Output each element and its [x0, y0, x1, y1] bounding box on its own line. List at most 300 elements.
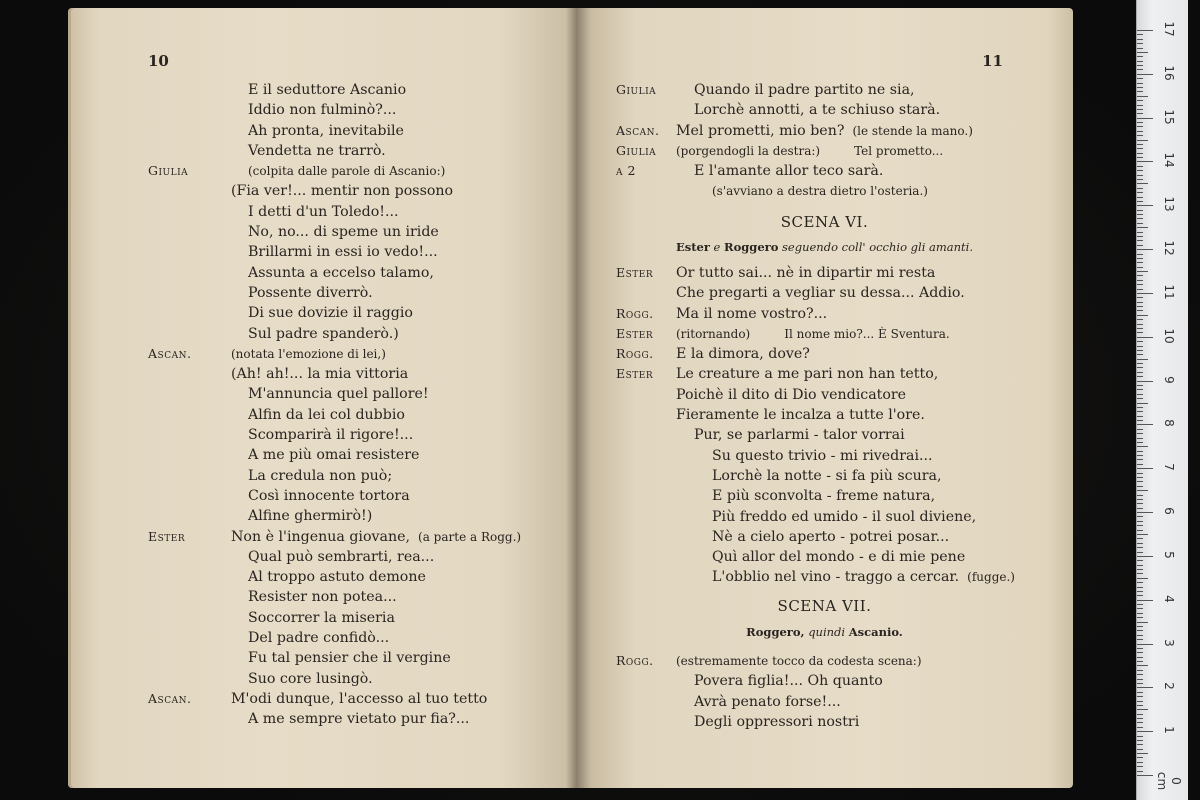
ruler-minor-tick	[1137, 538, 1143, 539]
ruler-minor-tick	[1137, 407, 1143, 408]
ruler-minor-tick	[1137, 740, 1143, 741]
ruler-major-tick	[1137, 468, 1153, 469]
ruler-minor-tick	[1137, 52, 1148, 53]
ruler-major-tick	[1137, 30, 1153, 31]
ruler-minor-tick	[1137, 372, 1143, 373]
ruler-minor-tick	[1137, 416, 1143, 417]
ruler-minor-tick	[1137, 696, 1143, 697]
verse-text: Il nome mio?... È Sventura.	[784, 326, 950, 341]
verse-text: Su questo trivio - mi rivedrai...	[712, 447, 933, 464]
text-line	[68, 689, 576, 709]
ruler-minor-tick	[1137, 757, 1143, 758]
verse-text: E più sconvolta - freme natura,	[712, 488, 936, 505]
ruler-minor-tick	[1137, 100, 1143, 101]
ruler-major-tick	[1137, 337, 1153, 338]
ruler-minor-tick	[1137, 210, 1143, 211]
text-line	[68, 364, 576, 384]
ruler-major-tick	[1137, 556, 1153, 557]
measurement-ruler	[1136, 0, 1188, 800]
speaker-name: Ascan.	[148, 345, 192, 361]
ruler-minor-tick	[1137, 280, 1143, 281]
ruler-minor-tick	[1137, 495, 1143, 496]
text-line	[576, 446, 1073, 466]
ruler-minor-tick	[1137, 48, 1143, 49]
ruler-minor-tick	[1137, 630, 1143, 631]
verse-text: Più freddo ed umido - il suol diviene,	[712, 508, 977, 525]
speaker-name: Ester	[616, 325, 654, 341]
ruler-number: 0 cm	[1155, 771, 1183, 791]
text-line	[576, 121, 1073, 141]
ruler-number: 14	[1162, 152, 1176, 169]
ruler-minor-tick	[1137, 140, 1148, 141]
ruler-minor-tick	[1137, 591, 1143, 592]
ruler-minor-tick	[1137, 306, 1143, 307]
ruler-minor-tick	[1137, 652, 1143, 653]
ruler-minor-tick	[1137, 254, 1143, 255]
ruler-minor-tick	[1137, 442, 1143, 443]
verse-text: (Ah! ah!... la mia vittoria	[231, 366, 409, 383]
ruler-minor-tick	[1137, 389, 1143, 390]
ruler-minor-tick	[1137, 455, 1143, 456]
text-line	[68, 608, 576, 628]
left-page-number: 10	[148, 52, 169, 70]
text-line	[576, 344, 1073, 364]
verse-text: Poichè il dito di Dio vendicatore	[676, 386, 907, 403]
ruler-number: 17	[1162, 21, 1176, 37]
ruler-number: 1	[1162, 726, 1176, 734]
text-line	[68, 587, 576, 607]
text-line	[68, 202, 576, 222]
verse-text: Assunta a eccelso talamo,	[248, 264, 434, 281]
ruler-major-tick	[1137, 644, 1153, 645]
ruler-minor-tick	[1137, 674, 1143, 675]
scene-6-sub-roggero: Roggero	[724, 240, 779, 254]
ruler-minor-tick	[1137, 188, 1143, 189]
ruler-minor-tick	[1137, 69, 1143, 70]
scene-6-sub-ester: Ester	[675, 240, 710, 254]
verse-text: I detti d'un Toledo!...	[248, 203, 399, 220]
scene-6-title: SCENA VI.	[780, 213, 869, 231]
ruler-minor-tick	[1137, 516, 1143, 517]
text-line	[576, 507, 1073, 527]
verse-text: Lorchè la notte - si fa più scura,	[712, 467, 942, 484]
speaker-name: Ascan.	[616, 122, 660, 138]
ruler-minor-tick	[1137, 394, 1143, 395]
verse-text: L'obblio nel vino - traggo a cercar. (fugge.)	[712, 569, 1015, 586]
text-line	[68, 506, 576, 526]
scene-6-sub-and: e	[713, 240, 721, 254]
text-line	[68, 303, 576, 323]
ruler-number: 3	[1162, 638, 1176, 647]
verse-text: (Fia ver!... mentir non possono	[231, 183, 454, 200]
verse-text: M'annuncia quel pallore!	[248, 386, 429, 403]
ruler-minor-tick	[1137, 635, 1143, 636]
ruler-minor-tick	[1137, 144, 1143, 145]
text-line	[576, 547, 1073, 567]
stage-direction: (porgendogli la destra:) Tel prometto...	[676, 143, 944, 158]
text-line	[68, 709, 576, 729]
ruler-minor-tick	[1137, 547, 1143, 548]
text-line	[576, 80, 1073, 100]
ruler-minor-tick	[1137, 573, 1143, 574]
ruler-minor-tick	[1137, 617, 1143, 618]
ruler-minor-tick	[1137, 608, 1143, 609]
ruler-minor-tick	[1137, 736, 1143, 737]
ruler-minor-tick	[1137, 197, 1143, 198]
verse-text: Possente diverrò.	[248, 284, 373, 301]
ruler-minor-tick	[1137, 262, 1143, 263]
ruler-minor-tick	[1137, 113, 1143, 114]
ruler-major-tick	[1137, 775, 1153, 776]
ruler-minor-tick	[1137, 346, 1143, 347]
ruler-minor-tick	[1137, 438, 1143, 439]
ruler-minor-tick	[1137, 135, 1143, 136]
verse-text: Ma il nome vostro?...	[676, 305, 828, 322]
text-line	[68, 445, 576, 465]
text-line	[68, 263, 576, 283]
text-line	[576, 486, 1073, 506]
ruler-minor-tick	[1137, 78, 1143, 79]
ruler-minor-tick	[1137, 595, 1143, 596]
ruler-minor-tick	[1137, 148, 1143, 149]
verse-text: Fu tal pensier che il vergine	[248, 650, 451, 667]
speaker-name: Ester	[148, 528, 186, 544]
ruler-minor-tick	[1137, 473, 1143, 474]
text-line	[576, 161, 1073, 181]
text-line	[68, 181, 576, 201]
text-line	[68, 405, 576, 425]
ruler-minor-tick	[1137, 503, 1143, 504]
text-line	[68, 161, 576, 181]
left-page-text	[68, 80, 576, 730]
text-line	[68, 121, 576, 141]
ruler-minor-tick	[1137, 657, 1143, 658]
text-line	[68, 283, 576, 303]
ruler-minor-tick	[1137, 39, 1143, 40]
scene-7-sub-then: quindi	[808, 625, 846, 639]
ruler-minor-tick	[1137, 354, 1143, 355]
ruler-minor-tick	[1137, 359, 1148, 360]
text-line	[68, 527, 576, 547]
verse-text: Ah pronta, inevitabile	[248, 122, 404, 139]
stage-direction: (ritornando) Il nome mio?... È Sventura.	[676, 326, 950, 341]
stage-direction: (notata l'emozione di lei,)	[231, 346, 386, 361]
stage-direction: (le stende la mano.)	[852, 123, 973, 138]
ruler-minor-tick	[1137, 709, 1148, 710]
ruler-minor-tick	[1137, 91, 1143, 92]
text-line	[576, 567, 1073, 587]
ruler-minor-tick	[1137, 289, 1143, 290]
ruler-minor-tick	[1137, 481, 1143, 482]
verse-text: Non è l'ingenua giovane, (a parte a Rogg.)	[231, 528, 522, 545]
text-line	[576, 385, 1073, 405]
verse-text: E il seduttore Ascanio	[248, 82, 407, 98]
ruler-minor-tick	[1137, 499, 1143, 500]
ruler-minor-tick	[1137, 201, 1143, 202]
ruler-minor-tick	[1137, 587, 1143, 588]
ruler-minor-tick	[1137, 705, 1143, 706]
text-line	[68, 547, 576, 567]
scene-7-sub-roggero: Roggero,	[746, 625, 805, 639]
text-line	[576, 283, 1073, 303]
verse-text: Che pregarti a vegliar su dessa... Addio.	[676, 285, 965, 302]
ruler-minor-tick	[1137, 385, 1143, 386]
speaker-name: Rogg.	[616, 653, 654, 668]
verse-text: Mel prometti, mio ben? (le stende la mano.)	[676, 122, 973, 139]
ruler-minor-tick	[1137, 534, 1148, 535]
verse-text: No, no... di speme un iride	[248, 224, 439, 241]
ruler-minor-tick	[1137, 218, 1143, 219]
verse-text: Di sue dovizie il raggio	[248, 305, 413, 322]
scene-6-subtitle	[576, 240, 1073, 254]
ruler-minor-tick	[1137, 87, 1143, 88]
ruler-minor-tick	[1137, 771, 1143, 772]
ruler-minor-tick	[1137, 420, 1143, 421]
text-line	[68, 486, 576, 506]
ruler-major-tick	[1137, 74, 1153, 75]
right-page-top-text	[576, 80, 1073, 202]
ruler-minor-tick	[1137, 411, 1143, 412]
text-line	[576, 425, 1073, 445]
ruler-major-tick	[1137, 687, 1153, 688]
ruler-number: 7	[1162, 463, 1176, 472]
ruler-major-tick	[1137, 161, 1153, 162]
verse-text: Iddio non fulminò?...	[248, 102, 397, 119]
ruler-minor-tick	[1137, 722, 1143, 723]
ruler-minor-tick	[1137, 569, 1143, 570]
ruler-minor-tick	[1137, 122, 1143, 123]
ruler-minor-tick	[1137, 604, 1143, 605]
ruler-minor-tick	[1137, 718, 1143, 719]
ruler-minor-tick	[1137, 332, 1143, 333]
ruler-number: 8	[1162, 419, 1176, 428]
verse-text: Avrà penato forse!...	[694, 693, 841, 710]
stage-direction: (s'avviano a destra dietro l'osteria.)	[712, 184, 928, 199]
ruler-minor-tick	[1137, 65, 1143, 66]
speaker-name: a 2	[616, 163, 636, 179]
verse-text: Soccorrer la miseria	[248, 609, 395, 626]
ruler-minor-tick	[1137, 245, 1143, 246]
ruler-minor-tick	[1137, 96, 1148, 97]
ruler-minor-tick	[1137, 744, 1143, 745]
ruler-minor-tick	[1137, 665, 1148, 666]
ruler-minor-tick	[1137, 328, 1143, 329]
ruler-minor-tick	[1137, 34, 1143, 35]
ruler-minor-tick	[1137, 341, 1143, 342]
ruler-minor-tick	[1137, 157, 1143, 158]
ruler-major-tick	[1137, 424, 1153, 425]
ruler-minor-tick	[1137, 521, 1143, 522]
text-line	[68, 141, 576, 161]
verse-text: Le creature a me pari non han tetto,	[676, 366, 939, 383]
ruler-minor-tick	[1137, 284, 1143, 285]
ruler-minor-tick	[1137, 692, 1143, 693]
ruler-minor-tick	[1137, 236, 1143, 237]
text-line	[68, 100, 576, 120]
ruler-minor-tick	[1137, 363, 1143, 364]
ruler-minor-tick	[1137, 227, 1148, 228]
stage-direction: (fugge.)	[967, 570, 1015, 585]
ruler-number: 10	[1162, 328, 1176, 344]
verse-text: Brillarmi in essi io vedo!...	[248, 244, 438, 261]
verse-text: Qual può sembrarti, rea...	[248, 548, 435, 565]
stage-direction: (estremamente tocco da codesta scena:)	[676, 654, 922, 668]
verse-text: Lorchè annotti, a te schiuso starà.	[694, 102, 941, 119]
speaker-name: Ascan.	[148, 690, 192, 706]
text-line	[576, 671, 1073, 691]
ruler-minor-tick	[1137, 508, 1143, 509]
verse-text: E la dimora, dove?	[676, 346, 810, 363]
ruler-number: 6	[1162, 507, 1176, 515]
scene-7-sub-ascanio: Ascanio.	[848, 625, 903, 639]
verse-text: Sul padre spanderò.)	[248, 325, 399, 342]
ruler-minor-tick	[1137, 403, 1148, 404]
speaker-name: Rogg.	[616, 346, 654, 362]
text-line	[576, 181, 1073, 201]
ruler-minor-tick	[1137, 486, 1143, 487]
right-page-number: 11	[982, 52, 1003, 70]
ruler-minor-tick	[1137, 214, 1143, 215]
ruler-minor-tick	[1137, 83, 1143, 84]
text-line	[576, 364, 1073, 384]
ruler-minor-tick	[1137, 429, 1143, 430]
ruler-minor-tick	[1137, 175, 1143, 176]
ruler-minor-tick	[1137, 267, 1143, 268]
ruler-minor-tick	[1137, 109, 1143, 110]
ruler-minor-tick	[1137, 271, 1148, 272]
speaker-name: Ester	[616, 366, 654, 382]
ruler-minor-tick	[1137, 398, 1143, 399]
ruler-minor-tick	[1137, 762, 1143, 763]
verse-text: Pur, se parlarmi - talor vorrai	[694, 427, 905, 444]
verse-text: Quando il padre partito ne sia,	[694, 82, 915, 98]
ruler-minor-tick	[1137, 530, 1143, 531]
ruler-minor-tick	[1137, 302, 1143, 303]
ruler-major-tick	[1137, 249, 1153, 250]
ruler-minor-tick	[1137, 315, 1148, 316]
scene-7-subtitle	[576, 625, 1073, 639]
ruler-minor-tick	[1137, 367, 1143, 368]
verse-text: Tel prometto...	[854, 143, 944, 158]
ruler-number: 2	[1162, 682, 1176, 691]
ruler-number: 5	[1162, 551, 1176, 559]
ruler-number: 16	[1162, 65, 1176, 81]
ruler-minor-tick	[1137, 319, 1143, 320]
speaker-name: Ester	[616, 265, 654, 280]
speaker-name: Giulia	[616, 82, 657, 97]
ruler-number: 9	[1162, 375, 1176, 384]
ruler-minor-tick	[1137, 232, 1143, 233]
ruler-minor-tick	[1137, 56, 1143, 57]
ruler-minor-tick	[1137, 43, 1143, 44]
scene-7-text	[576, 651, 1073, 732]
ruler-minor-tick	[1137, 126, 1143, 127]
text-line	[68, 567, 576, 587]
ruler-minor-tick	[1137, 459, 1143, 460]
ruler-minor-tick	[1137, 183, 1148, 184]
verse-text: Fieramente le incalza a tutte l'ore.	[676, 407, 925, 424]
ruler-minor-tick	[1137, 670, 1143, 671]
verse-text: Suo core lusingò.	[248, 670, 373, 687]
ruler-minor-tick	[1137, 433, 1143, 434]
ruler-minor-tick	[1137, 565, 1143, 566]
ruler-minor-tick	[1137, 166, 1143, 167]
text-line	[576, 324, 1073, 344]
ruler-major-tick	[1137, 118, 1153, 119]
verse-text: M'odi dunque, l'accesso al tuo tetto	[231, 690, 488, 707]
ruler-number: 13	[1162, 196, 1176, 212]
verse-text: A me più omai resistere	[248, 447, 420, 464]
ruler-number: 15	[1162, 109, 1176, 125]
ruler-minor-tick	[1137, 753, 1148, 754]
ruler-minor-tick	[1137, 679, 1143, 680]
verse-text: Al troppo astuto demone	[248, 569, 426, 586]
text-line	[576, 651, 1073, 671]
text-line	[576, 527, 1073, 547]
text-line	[576, 712, 1073, 732]
verse-text: Or tutto sai... nè in dipartir mi resta	[676, 265, 936, 281]
open-book	[68, 8, 1073, 788]
ruler-number: 12	[1162, 240, 1176, 256]
ruler-minor-tick	[1137, 179, 1143, 180]
ruler-minor-tick	[1137, 258, 1143, 259]
ruler-minor-tick	[1137, 622, 1148, 623]
ruler-minor-tick	[1137, 105, 1143, 106]
speaker-name: Rogg.	[616, 305, 654, 321]
ruler-minor-tick	[1137, 749, 1143, 750]
right-page	[576, 8, 1073, 788]
ruler-minor-tick	[1137, 683, 1143, 684]
ruler-minor-tick	[1137, 350, 1143, 351]
ruler-major-tick	[1137, 293, 1153, 294]
verse-text: Alfin da lei col dubbio	[248, 406, 405, 423]
verse-text: Degli oppressori nostri	[694, 713, 860, 730]
ruler-minor-tick	[1137, 552, 1143, 553]
text-line	[576, 304, 1073, 324]
ruler-minor-tick	[1137, 275, 1143, 276]
ruler-major-tick	[1137, 512, 1153, 513]
ruler-minor-tick	[1137, 223, 1143, 224]
text-line	[68, 648, 576, 668]
text-line	[68, 242, 576, 262]
text-line	[576, 692, 1073, 712]
text-line	[68, 425, 576, 445]
scene-6-sub-rest: seguendo coll' occhio gli amanti.	[782, 240, 974, 254]
ruler-minor-tick	[1137, 626, 1143, 627]
ruler-number: 4	[1162, 594, 1176, 603]
ruler-minor-tick	[1137, 560, 1143, 561]
text-line	[68, 384, 576, 404]
ruler-minor-tick	[1137, 153, 1143, 154]
ruler-minor-tick	[1137, 490, 1148, 491]
ruler-minor-tick	[1137, 578, 1148, 579]
ruler-minor-tick	[1137, 131, 1143, 132]
text-line	[576, 141, 1073, 161]
text-line	[68, 80, 576, 100]
ruler-minor-tick	[1137, 324, 1143, 325]
ruler-minor-tick	[1137, 240, 1143, 241]
scene-7-title: SCENA VII.	[777, 597, 872, 615]
verse-text: Povera figlia!... Oh quanto	[694, 673, 883, 690]
ruler-major-tick	[1137, 600, 1153, 601]
ruler-minor-tick	[1137, 543, 1143, 544]
text-line	[576, 263, 1073, 283]
text-line	[68, 344, 576, 364]
ruler-minor-tick	[1137, 613, 1143, 614]
verse-text: Resister non potea...	[248, 589, 397, 606]
ruler-minor-tick	[1137, 766, 1143, 767]
ruler-minor-tick	[1137, 170, 1143, 171]
